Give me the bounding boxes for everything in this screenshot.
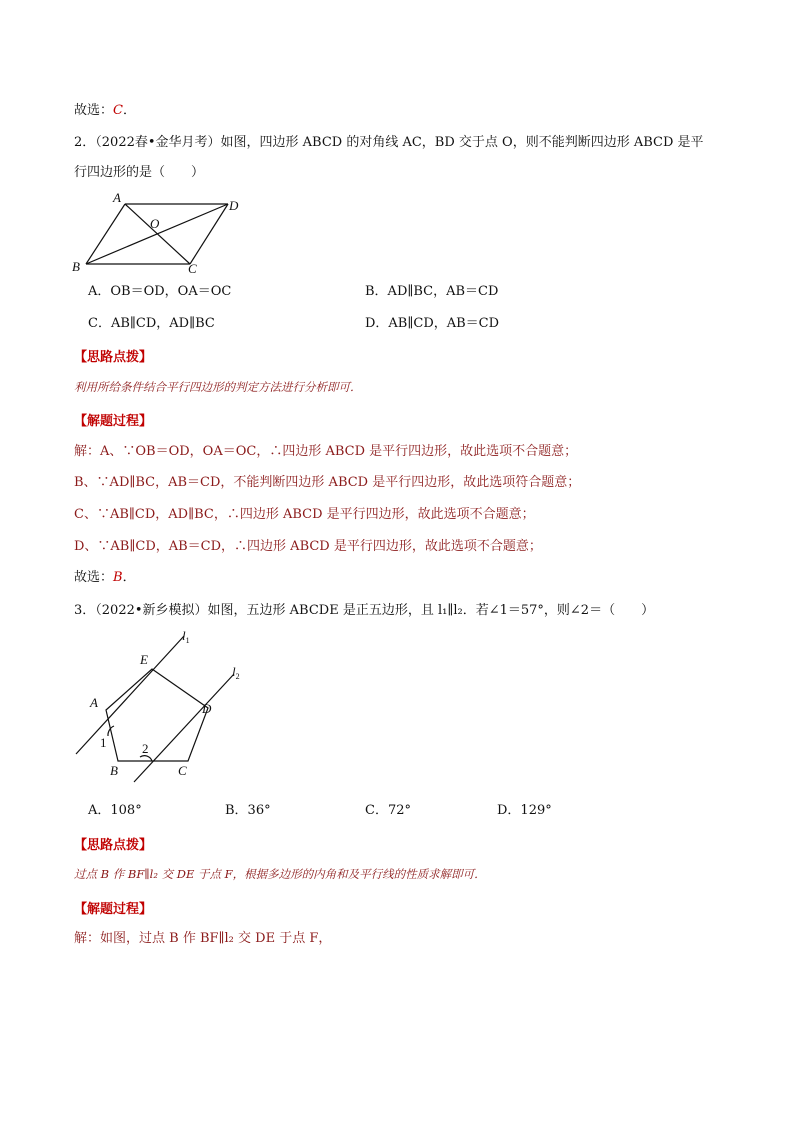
q3-option-c: C．72° [365, 803, 411, 818]
label-l1-subscript: 1 [185, 636, 190, 645]
q1-answer-suffix: ． [122, 103, 136, 118]
q2-option-d: D．AB∥CD，AB＝CD [365, 316, 500, 331]
q1-answer-prefix: 故选： [74, 103, 114, 118]
q3-pentagon-figure [66, 624, 266, 794]
q3-option-d: D．129° [497, 803, 552, 818]
q3-solution-line: 解：如图，过点 B 作 BF∥l₂ 交 DE 于点 F， [74, 931, 332, 946]
q2-hint-header: 【思路点拨】 [74, 350, 153, 365]
label-O: O [150, 216, 160, 231]
q2-option-a: A．OB＝OD，OA＝OC [88, 284, 232, 299]
label-angle-2: 2 [142, 741, 149, 756]
label-l1 [182, 628, 190, 645]
q2-solution-line: C、∵AB∥CD，AD∥BC，∴四边形 ABCD 是平行四边形，故此选项不合题意； [74, 507, 535, 522]
label-angle-1: 1 [100, 735, 107, 750]
q2-stem-line1: 2．（2022春•金华月考）如图，四边形 ABCD 的对角线 AC，BD 交于点 O，则不能判断四边形 ABCD 是平 [74, 135, 704, 150]
q3-hint: 过点 B 作 BF∥l₂ 交 DE 于点 F，根据多边形的内角和及平行线的性质求解即可． [74, 867, 486, 881]
q3-stem: 3．（2022•新乡模拟）如图，五边形 ABCDE 是正五边形，且 l₁∥l₂．若∠1＝57°，则∠2＝（ ） [74, 603, 655, 618]
side-DC [190, 204, 228, 264]
label-D: D [229, 198, 239, 213]
q2-answer-prefix: 故选： [74, 570, 114, 585]
label-D: D [202, 701, 212, 716]
q3-option-b: B．36° [225, 803, 271, 818]
diagonal-BD [86, 204, 228, 264]
label-E: E [140, 652, 148, 667]
q3-solution-header: 【解题过程】 [74, 902, 153, 917]
label-C: C [178, 763, 187, 778]
q2-stem-line2: 行四边形的是（ ） [74, 165, 205, 180]
label-C: C [188, 261, 197, 276]
label-B: B [72, 259, 80, 274]
pentagon-ABCDE [106, 669, 208, 761]
q2-answer: B [113, 570, 123, 585]
q1-answer-line [74, 102, 136, 120]
q2-solution-line: D、∵AB∥CD，AB＝CD，∴四边形 ABCD 是平行四边形，故此选项不合题意； [74, 539, 542, 554]
q2-answer-line [74, 569, 136, 587]
label-A: A [113, 190, 121, 205]
side-BA [86, 204, 125, 264]
q2-solution-line: 解：A、∵OB＝OD，OA＝OC，∴四边形 ABCD 是平行四边形，故此选项不合题意； [74, 444, 578, 459]
q1-answer: C [113, 103, 123, 118]
label-B: B [110, 763, 118, 778]
q2-option-c: C．AB∥CD，AD∥BC [88, 316, 215, 331]
q2-solution-line: B、∵AD∥BC，AB＝CD，不能判断四边形 ABCD 是平行四边形，故此选项符合题意； [74, 475, 581, 490]
label-l2-subscript: 2 [235, 672, 240, 681]
q2-solution-header: 【解题过程】 [74, 414, 153, 429]
q2-option-b: B．AD∥BC，AB＝CD [365, 284, 499, 299]
q2-hint: 利用所给条件结合平行四边形的判定方法进行分析即可． [74, 380, 362, 394]
q3-hint-header: 【思路点拨】 [74, 838, 153, 853]
angle-2-arc [140, 756, 152, 761]
label-l2 [232, 664, 240, 681]
q2-parallelogram-figure [66, 188, 256, 280]
label-A: A [90, 695, 98, 710]
q2-answer-suffix: ． [122, 570, 136, 585]
label-l2-letter: l [232, 664, 236, 679]
label-l1-letter: l [182, 628, 186, 643]
q3-option-a: A．108° [88, 803, 142, 818]
